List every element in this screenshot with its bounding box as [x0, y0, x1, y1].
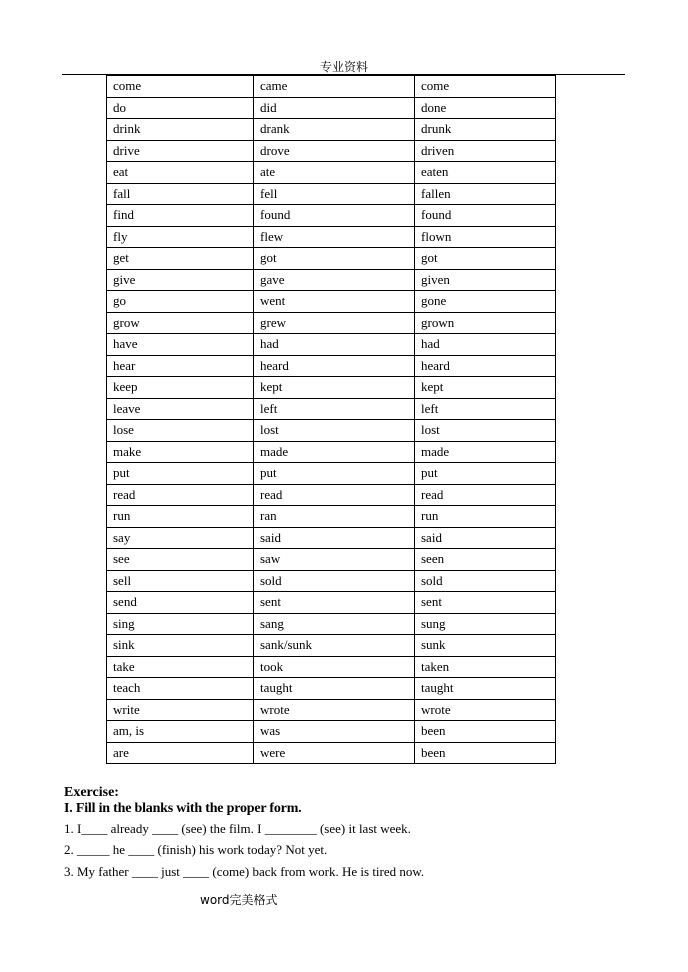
past-participle-cell: found	[415, 205, 556, 227]
past-tense-cell: read	[254, 484, 415, 506]
base-form-cell: keep	[107, 377, 254, 399]
table-row	[107, 140, 556, 162]
past-tense-cell: sent	[254, 592, 415, 614]
base-form-cell: say	[107, 527, 254, 549]
table-row	[107, 355, 556, 377]
past-tense-cell: lost	[254, 420, 415, 442]
base-form-cell: put	[107, 463, 254, 485]
base-form-cell: eat	[107, 162, 254, 184]
verb-table-body	[107, 76, 556, 764]
base-form-cell: read	[107, 484, 254, 506]
past-tense-cell: saw	[254, 549, 415, 571]
base-form-cell: teach	[107, 678, 254, 700]
past-tense-cell: gave	[254, 269, 415, 291]
base-form-cell: fly	[107, 226, 254, 248]
base-form-cell: send	[107, 592, 254, 614]
past-tense-cell: had	[254, 334, 415, 356]
irregular-verb-table	[106, 75, 556, 764]
past-participle-cell: sent	[415, 592, 556, 614]
base-form-cell: drink	[107, 119, 254, 141]
table-row	[107, 592, 556, 614]
table-row	[107, 463, 556, 485]
table-row	[107, 226, 556, 248]
table-row	[107, 678, 556, 700]
exercise-instruction: I. Fill in the blanks with the proper form.	[64, 801, 302, 816]
table-row	[107, 312, 556, 334]
base-form-cell: are	[107, 742, 254, 764]
base-form-cell: drive	[107, 140, 254, 162]
past-tense-cell: did	[254, 97, 415, 119]
past-participle-cell: sunk	[415, 635, 556, 657]
base-form-cell: fall	[107, 183, 254, 205]
past-tense-cell: got	[254, 248, 415, 270]
exercise-question-2: 2. _____ he ____ (finish) his work today? Not yet.	[64, 842, 328, 857]
past-participle-cell: eaten	[415, 162, 556, 184]
table-row	[107, 549, 556, 571]
past-tense-cell: heard	[254, 355, 415, 377]
table-row	[107, 742, 556, 764]
past-tense-cell: sang	[254, 613, 415, 635]
base-form-cell: leave	[107, 398, 254, 420]
table-row	[107, 420, 556, 442]
past-participle-cell: fallen	[415, 183, 556, 205]
base-form-cell: sink	[107, 635, 254, 657]
table-row	[107, 570, 556, 592]
past-tense-cell: was	[254, 721, 415, 743]
past-participle-cell: got	[415, 248, 556, 270]
table-row	[107, 119, 556, 141]
table-row	[107, 377, 556, 399]
past-participle-cell: done	[415, 97, 556, 119]
past-participle-cell: driven	[415, 140, 556, 162]
exercise-question-3: 3. My father ____ just ____ (come) back from work. He is tired now.	[64, 864, 425, 879]
past-participle-cell: had	[415, 334, 556, 356]
base-form-cell: do	[107, 97, 254, 119]
past-participle-cell: kept	[415, 377, 556, 399]
table-row	[107, 527, 556, 549]
past-participle-cell: given	[415, 269, 556, 291]
table-row	[107, 334, 556, 356]
past-tense-cell: wrote	[254, 699, 415, 721]
past-tense-cell: kept	[254, 377, 415, 399]
past-participle-cell: left	[415, 398, 556, 420]
exercise-question-1: 1. I____ already ____ (see) the film. I ________ (see) it last week.	[64, 821, 411, 836]
past-tense-cell: went	[254, 291, 415, 313]
base-form-cell: take	[107, 656, 254, 678]
past-participle-cell: flown	[415, 226, 556, 248]
base-form-cell: write	[107, 699, 254, 721]
table-row	[107, 291, 556, 313]
base-form-cell: lose	[107, 420, 254, 442]
table-row	[107, 76, 556, 98]
base-form-cell: go	[107, 291, 254, 313]
base-form-cell: give	[107, 269, 254, 291]
base-form-cell: sell	[107, 570, 254, 592]
past-tense-cell: drove	[254, 140, 415, 162]
past-participle-cell: made	[415, 441, 556, 463]
exercise-title: Exercise:	[64, 785, 119, 800]
table-row	[107, 441, 556, 463]
past-tense-cell: drank	[254, 119, 415, 141]
past-tense-cell: took	[254, 656, 415, 678]
past-tense-cell: found	[254, 205, 415, 227]
past-participle-cell: heard	[415, 355, 556, 377]
past-participle-cell: gone	[415, 291, 556, 313]
past-participle-cell: come	[415, 76, 556, 98]
past-participle-cell: seen	[415, 549, 556, 571]
base-form-cell: run	[107, 506, 254, 528]
base-form-cell: get	[107, 248, 254, 270]
table-row	[107, 398, 556, 420]
past-participle-cell: run	[415, 506, 556, 528]
base-form-cell: have	[107, 334, 254, 356]
past-tense-cell: taught	[254, 678, 415, 700]
table-row	[107, 248, 556, 270]
past-participle-cell: sold	[415, 570, 556, 592]
base-form-cell: make	[107, 441, 254, 463]
past-tense-cell: fell	[254, 183, 415, 205]
table-row	[107, 656, 556, 678]
past-tense-cell: sold	[254, 570, 415, 592]
table-row	[107, 699, 556, 721]
table-row	[107, 613, 556, 635]
table-row	[107, 635, 556, 657]
table-row	[107, 183, 556, 205]
past-participle-cell: read	[415, 484, 556, 506]
past-tense-cell: ran	[254, 506, 415, 528]
table-row	[107, 97, 556, 119]
past-participle-cell: been	[415, 742, 556, 764]
base-form-cell: find	[107, 205, 254, 227]
table-row	[107, 162, 556, 184]
past-participle-cell: sung	[415, 613, 556, 635]
past-tense-cell: made	[254, 441, 415, 463]
table-row	[107, 205, 556, 227]
table-row	[107, 506, 556, 528]
past-participle-cell: taken	[415, 656, 556, 678]
table-row	[107, 269, 556, 291]
past-tense-cell: said	[254, 527, 415, 549]
past-participle-cell: wrote	[415, 699, 556, 721]
page-header: 专业资料	[319, 60, 368, 74]
base-form-cell: see	[107, 549, 254, 571]
past-tense-cell: left	[254, 398, 415, 420]
past-participle-cell: said	[415, 527, 556, 549]
table-row	[107, 721, 556, 743]
base-form-cell: come	[107, 76, 254, 98]
page-footer: word完美格式	[200, 893, 278, 907]
past-participle-cell: drunk	[415, 119, 556, 141]
past-tense-cell: sank/sunk	[254, 635, 415, 657]
base-form-cell: grow	[107, 312, 254, 334]
past-participle-cell: taught	[415, 678, 556, 700]
past-participle-cell: lost	[415, 420, 556, 442]
past-participle-cell: grown	[415, 312, 556, 334]
base-form-cell: sing	[107, 613, 254, 635]
past-participle-cell: put	[415, 463, 556, 485]
past-tense-cell: came	[254, 76, 415, 98]
base-form-cell: hear	[107, 355, 254, 377]
past-participle-cell: been	[415, 721, 556, 743]
past-tense-cell: grew	[254, 312, 415, 334]
past-tense-cell: ate	[254, 162, 415, 184]
past-tense-cell: were	[254, 742, 415, 764]
past-tense-cell: put	[254, 463, 415, 485]
past-tense-cell: flew	[254, 226, 415, 248]
base-form-cell: am, is	[107, 721, 254, 743]
table-row	[107, 484, 556, 506]
